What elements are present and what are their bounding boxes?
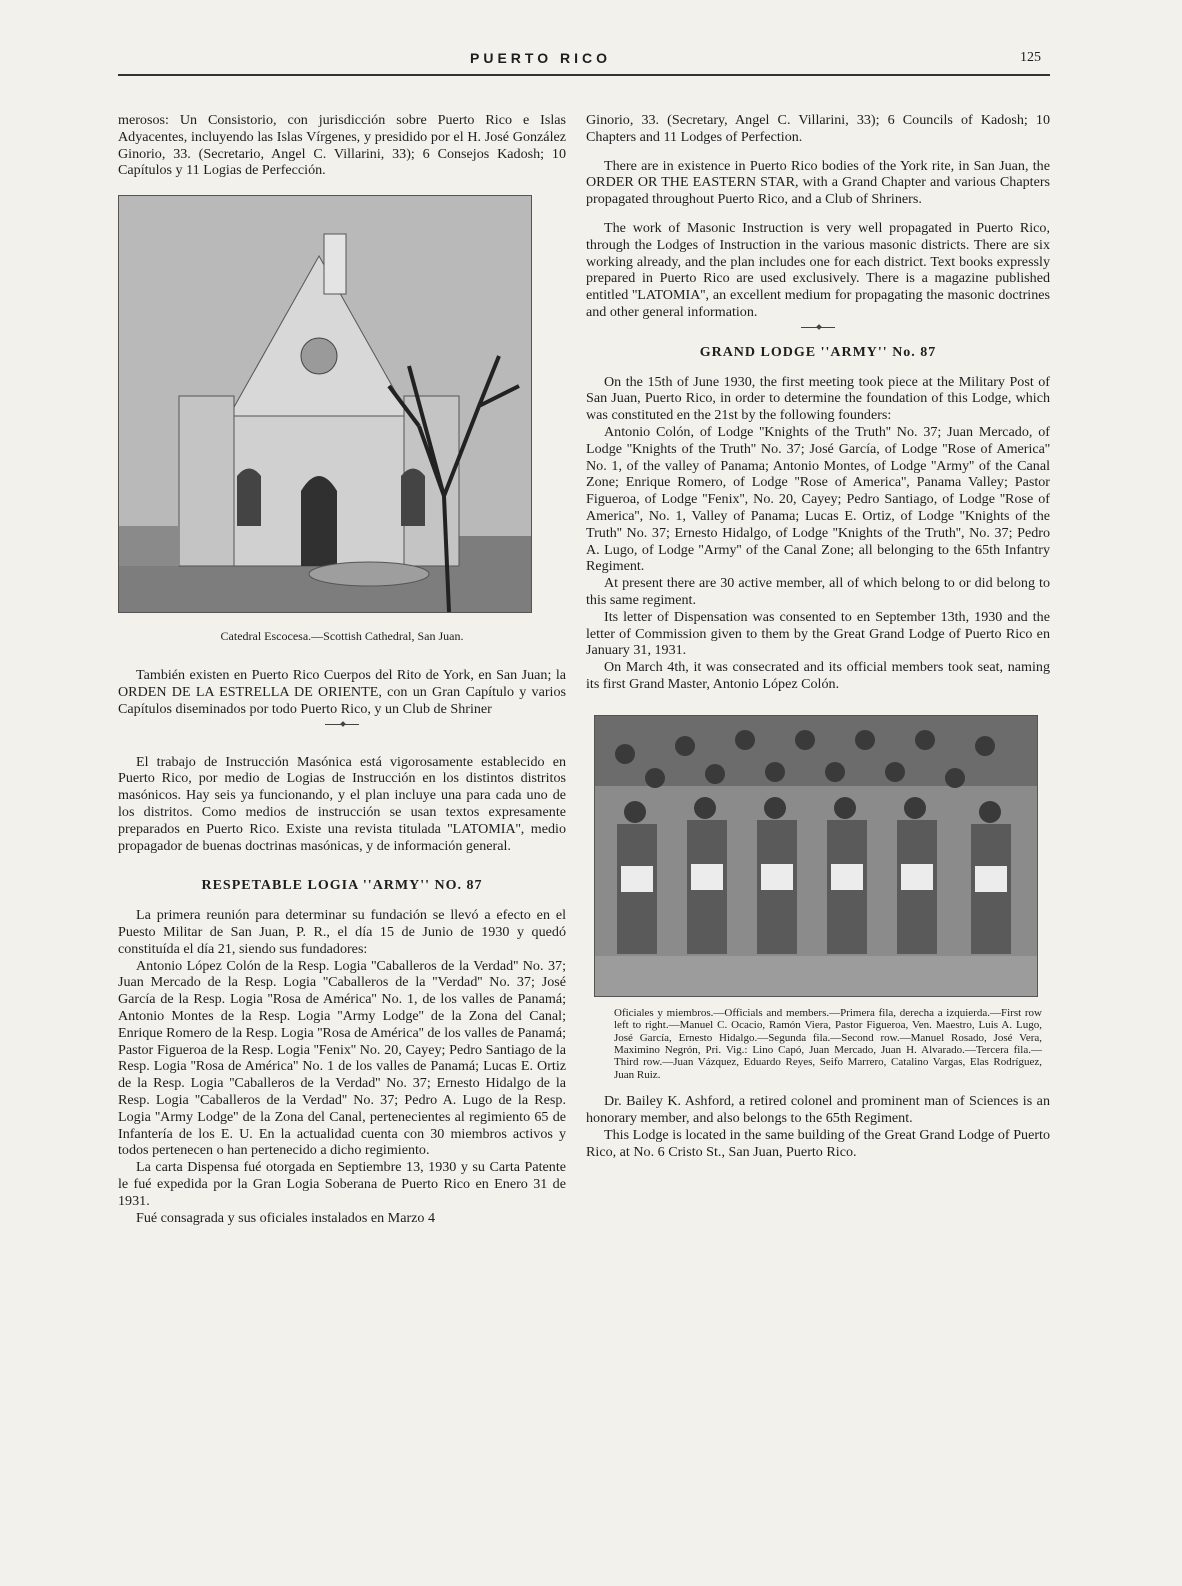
group-caption: Oficiales y miembros.—Officials and members.—Primera fila, derecha a izquierda.—First row left to right.—Manuel C. Ocacio, Ramón Viera, Pastor Figueroa, Ven. Maestro, Luis A. Lugo, José García, Ernesto Hidalgo.—Segunda fila.—Second row.—Manuel Rosado, José Vera, Maximino Negrón, Pri. Vig.: Lino Capó, Juan Mercado, Juan H. Alvarado.—Tercera fila.—Third row.—Juan Vázquez, Eduardo Reyes, Seifo Marrero, Catalino Vargas, Elas Rodríguez, Juan Ruiz.: [614, 1006, 1042, 1081]
section-heading: GRAND LODGE ''ARMY'' No. 87: [699, 344, 937, 360]
paragraph: The work of Masonic Instruction is very well propagated in Puerto Rico, through the Lodges of Instruction in the various masonic districts. There are six working already, and the plan includes one for each district. Text books expressly prepared in Puerto Rico are used exclusively. There is a magazine published entitled ''LATOMIA'', an excellent medium for propagating the masonic doctrines and other general information.: [586, 219, 1050, 320]
paragraph: La carta Dispensa fué otorgada en Septiembre 13, 1930 y su Carta Patente le fué expedida por la Gran Logia Soberana de Puerto Rico en Enero 31 de 1931.: [118, 1159, 566, 1209]
paragraph: También existen en Puerto Rico Cuerpos del Rito de York, en San Juan; la ORDEN DE LA ESTRELLA DE ORIENTE, con un Gran Capítulo y varios Capítulos diseminados por todo Puerto Rico, y un Club de Shriner: [118, 667, 566, 717]
paragraph: On the 15th of June 1930, the first meeting took piece at the Military Post of San Juan, Puerto Rico, in order to determine the foundation of this Lodge, which was constituted en the 21st by the following founders:: [586, 373, 1050, 424]
group-photo: [594, 715, 1038, 997]
section-divider: [325, 718, 359, 730]
right-column: [586, 112, 1050, 1160]
paragraph: Its letter of Dispensation was consented to en September 13th, 1930 and the letter of Commission given to them by the Great Grand Lodge of Puerto Rico en January 31, 1931.: [586, 608, 1050, 659]
paragraph: There are in existence in Puerto Rico bodies of the York rite, in San Juan, the ORDER OR THE EASTERN STAR, with a Grand Chapter and various Chapters propagated throughout Puerto Rico, and a Club of Shriners.: [586, 157, 1050, 208]
paragraph: At present there are 30 active member, all of which belong to or did belong to this same regiment.: [586, 575, 1050, 608]
church-caption: Catedral Escocesa.—Scottish Cathedral, San Juan.: [220, 629, 464, 644]
paragraph: Dr. Bailey K. Ashford, a retired colonel and prominent man of Sciences is an honorary member, and also belongs to the 65th Regiment.: [586, 1093, 1050, 1126]
running-title: PUERTO RICO: [470, 50, 611, 66]
paragraph: Antonio Colón, of Lodge ''Knights of the Truth'' No. 37; Juan Mercado, of Lodge ''Knights of the Truth'' No. 37; José García, of Lodge ''Rose of America'' No. 1, of the valley of Panama; Antonio Montes, of Lodge ''Army'' of the Canal Zone; Enrique Romero, of Lodge ''Rose of America'', Panama Valley; Pastor Figueroa, of Lodge ''Fenix'', No. 20, Cayey; Pedro Santiago, of Lodge ''Rose of America'', No. 1, Valley of Panama; Lucas E. Ortiz, of Lodge ''Knights of the Truth'' No. 37; Ernesto Hidalgo, of Lodge ''Knights of the Truth'', No. 37; Pedro A. Lugo, of Lodge ''Army'' of the Canal Zone; all belonging to the 65th Infantry Regiment.: [586, 423, 1050, 575]
section-heading: RESPETABLE LOGIA ''ARMY'' NO. 87: [201, 878, 483, 894]
section-divider: [801, 321, 835, 333]
paragraph: On March 4th, it was consecrated and its official members took seat, naming its first Grand Master, Antonio López Colón.: [586, 659, 1050, 692]
header-rule: [118, 74, 1050, 76]
paragraph: La primera reunión para determinar su fundación se llevó a efecto en el Puesto Militar de San Juan, P. R., el día 15 de Junio de 1930 y quedó constituída el día 21, siendo sus fundadores:: [118, 907, 566, 957]
paragraph: Fué consagrada y sus oficiales instalados en Marzo 4: [136, 1209, 436, 1226]
left-column: [118, 112, 566, 1226]
paragraph: This Lodge is located in the same building of the Great Grand Lodge of Puerto Rico, at No. 6 Cristo St., San Juan, Puerto Rico.: [586, 1126, 1050, 1160]
page-header: [0, 50, 1182, 74]
paragraph: Antonio López Colón de la Resp. Logia ''Caballeros de la Verdad'' No. 37; Juan Mercado de la Resp. Logia ''Caballeros de la ''Verdad'' No. 37; José García de la Resp. Logia ''Rosa de América'' No. 1, de los valles de Panamá; Antonio Montes de la Resp. Logia ''Army Lodge'' de la Zona del Canal; Enrique Romero de la Resp. Logia ''Rosa de América'' de los valles de Panamá; Pastor Figueroa de la Resp. Logia ''Fenix'' No. 20, Cayey; Pedro Santiago de la Resp. Logia ''Rosa de América'' No. 1 de los valles de Panamá; Lucas E. Ortiz de la Resp. Logia ''Caballeros de la Verdad'' No. 37; Ernesto Hidalgo de la Resp. Logia ''Caballeros de la Verdad'' No. 37; Pedro A. Lugo de la Resp. Logia ''Army Lodge'' de la Zona del Canal, pertenecientes al regimiento 65 de Infantería de los E. U. En la actualidad cuenta con 30 miembros activos y todos pertenecen o han pertenecido a dicho regimiento.: [118, 957, 566, 1159]
paragraph: merosos: Un Consistorio, con jurisdicción sobre Puerto Rico e Islas Adyacentes, incluyendo las Islas Vírgenes, y presidido por el H. José González Ginorio, 33. (Secretario, Angel C. Villarini, 33); 6 Consejos Kadosh; 10 Capítulos y 11 Logias de Perfección.: [118, 112, 566, 179]
church-photo: [118, 195, 532, 613]
paragraph: El trabajo de Instrucción Masónica está vigorosamente establecido en Puerto Rico, por medio de Logias de Instrucción en los distintos distritos masónicos. Hay seis ya funcionando, y el plan incluye una para cada uno de los distritos. Como medios de instrucción se usan textos expresamente preparados en Puerto Rico. Existe una revista titulada ''LATOMIA'', medio propagador de buenas doctrinas masónicas, y de información general.: [118, 753, 566, 854]
paragraph: Ginorio, 33. (Secretary, Angel C. Villarini, 33); 6 Councils of Kadosh; 10 Chapters and 11 Lodges of Perfection.: [586, 112, 1050, 145]
page-number: 125: [1020, 50, 1041, 65]
